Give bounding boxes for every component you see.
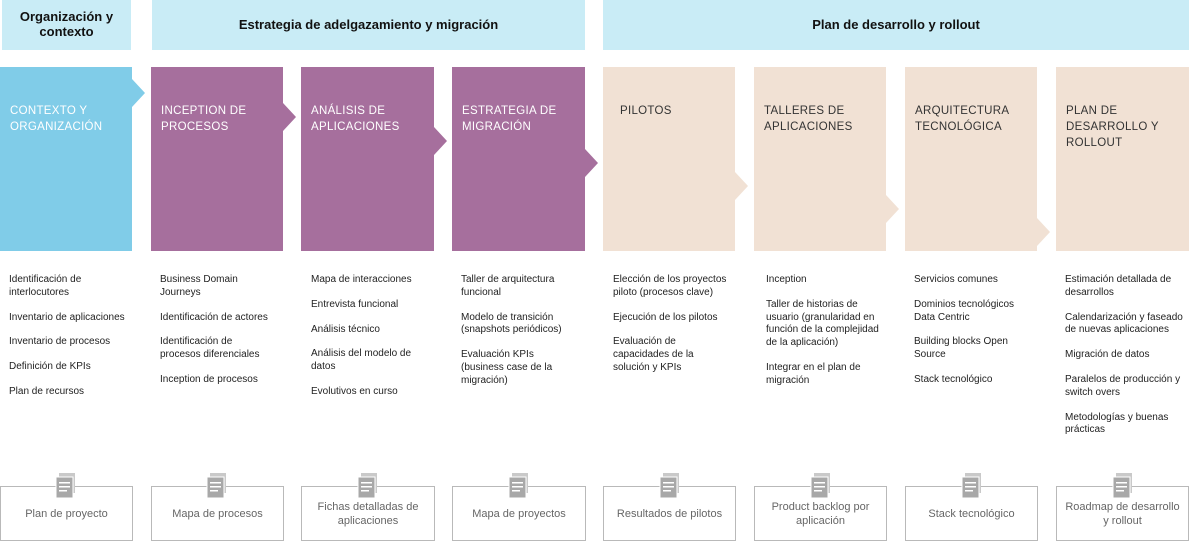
activity-item: Análisis del modelo de datos	[311, 348, 412, 373]
chevron-right-icon	[283, 103, 296, 131]
activity-item: Mapa de interacciones	[311, 274, 412, 285]
phase-header-organizacion	[2, 0, 131, 50]
activity-item: Business Domain Journeys	[160, 274, 238, 298]
document-icon	[961, 473, 983, 499]
deliverable-label: Resultados de pilotos	[616, 507, 723, 520]
phase-header-label: Plan de desarrollo y rollout	[812, 16, 980, 32]
activities-list	[311, 274, 423, 411]
step-inception-procesos	[151, 67, 283, 251]
phase-header-label: Estrategia de adelgazamiento y migración	[238, 16, 499, 32]
activities-list	[1065, 274, 1183, 449]
step-label: ANÁLISIS DE APLICACIONES	[311, 105, 400, 133]
activity-item: Ejecución de los pilotos	[613, 311, 718, 323]
activity-item: Inventario de aplicaciones	[9, 311, 125, 323]
step-label: ARQUITECTURA TECNOLÓGICA	[915, 105, 1009, 133]
activity-item: Identificación de interlocutores	[9, 274, 82, 298]
activity-item: Modelo de transición (snapshots periódicos)	[461, 311, 562, 336]
activity-item: Definición de KPIs	[9, 361, 91, 373]
chevron-right-icon	[132, 79, 145, 107]
deliverable-label: Mapa de proyectos	[472, 507, 566, 520]
activity-item: Taller de historias de usuario (granularidad en función de la complejidad de la aplicación)	[766, 298, 879, 349]
activities-list	[914, 274, 1026, 399]
activity-item: Integrar en el plan de migración	[766, 361, 861, 386]
activity-item: Identificación de procesos diferenciales	[160, 336, 260, 361]
deliverable-label: Mapa de procesos	[172, 507, 263, 520]
document-icon	[1112, 473, 1134, 499]
activity-item: Calendarización y faseado de nuevas aplicaciones	[1065, 311, 1183, 336]
activity-item: Servicios comunes	[914, 274, 998, 285]
step-label: PILOTOS	[620, 105, 672, 117]
activity-item: Análisis técnico	[311, 323, 380, 335]
step-pilotos	[603, 67, 735, 251]
activity-item: Entrevista funcional	[311, 298, 399, 310]
activity-item: Plan de recursos	[9, 385, 85, 397]
activity-item: Inception	[766, 274, 807, 285]
step-analisis-aplicaciones	[301, 67, 434, 251]
activity-item: Elección de los proyectos piloto (procesos clave)	[613, 274, 727, 298]
deliverable-label: Product backlog por aplicación	[771, 500, 870, 527]
document-icon	[55, 473, 77, 499]
activity-item: Migración de datos	[1065, 349, 1150, 361]
activity-item: Metodologías y buenas prácticas	[1065, 411, 1169, 436]
activity-item: Inventario de procesos	[9, 336, 111, 348]
activity-item: Stack tecnológico	[914, 373, 993, 385]
phase-header-estrategia	[152, 0, 585, 50]
activity-item: Identificación de actores	[160, 311, 268, 323]
chevron-right-icon	[886, 195, 899, 223]
activity-item: Inception de procesos	[160, 373, 258, 385]
activity-item: Evolutivos en curso	[311, 385, 398, 397]
activities-list	[613, 274, 731, 387]
step-label: ESTRATEGIA DE MIGRACIÓN	[462, 105, 557, 133]
activities-list	[9, 274, 131, 411]
document-icon	[659, 473, 681, 499]
activity-item: Taller de arquitectura funcional	[461, 274, 555, 298]
step-label: INCEPTION DE PROCESOS	[161, 105, 247, 133]
step-arquitectura-tecnologica	[905, 67, 1037, 251]
activity-item: Evaluación KPIs (business case de la migración)	[461, 349, 553, 386]
step-estrategia-migracion	[452, 67, 585, 251]
activities-list	[160, 274, 270, 399]
chevron-right-icon	[1037, 218, 1050, 246]
step-label: CONTEXTO Y ORGANIZACIÓN	[10, 105, 103, 133]
deliverable-label: Fichas detalladas de aplicaciones	[317, 500, 419, 527]
step-label: PLAN DE DESARROLLO Y ROLLOUT	[1066, 105, 1159, 149]
activities-list	[766, 274, 886, 400]
deliverable-label: Stack tecnológico	[928, 507, 1015, 520]
phase-header-plan	[603, 0, 1189, 50]
document-icon	[206, 473, 228, 499]
phase-header-label: Organización y contexto	[19, 9, 114, 39]
activity-item: Dominios tecnológicos Data Centric	[914, 298, 1015, 323]
activity-item: Building blocks Open Source	[914, 336, 1008, 361]
activity-item: Evaluación de capacidades de la solución y KPIs	[613, 336, 694, 373]
chevron-right-icon	[434, 127, 447, 155]
activity-item: Paralelos de producción y switch overs	[1065, 373, 1181, 398]
step-talleres-aplicaciones	[754, 67, 886, 251]
deliverable-label: Plan de proyecto	[25, 507, 108, 520]
document-icon	[508, 473, 530, 499]
deliverable-label: Roadmap de desarrollo y rollout	[1065, 500, 1180, 527]
document-icon	[357, 473, 379, 499]
chevron-right-icon	[585, 149, 598, 177]
step-plan-desarrollo	[1056, 67, 1189, 251]
step-contexto	[0, 67, 132, 251]
activity-item: Estimación detallada de desarrollos	[1065, 274, 1172, 298]
activities-list	[461, 274, 573, 400]
document-icon	[810, 473, 832, 499]
chevron-right-icon	[735, 172, 748, 200]
step-label: TALLERES DE APLICACIONES	[764, 105, 853, 133]
